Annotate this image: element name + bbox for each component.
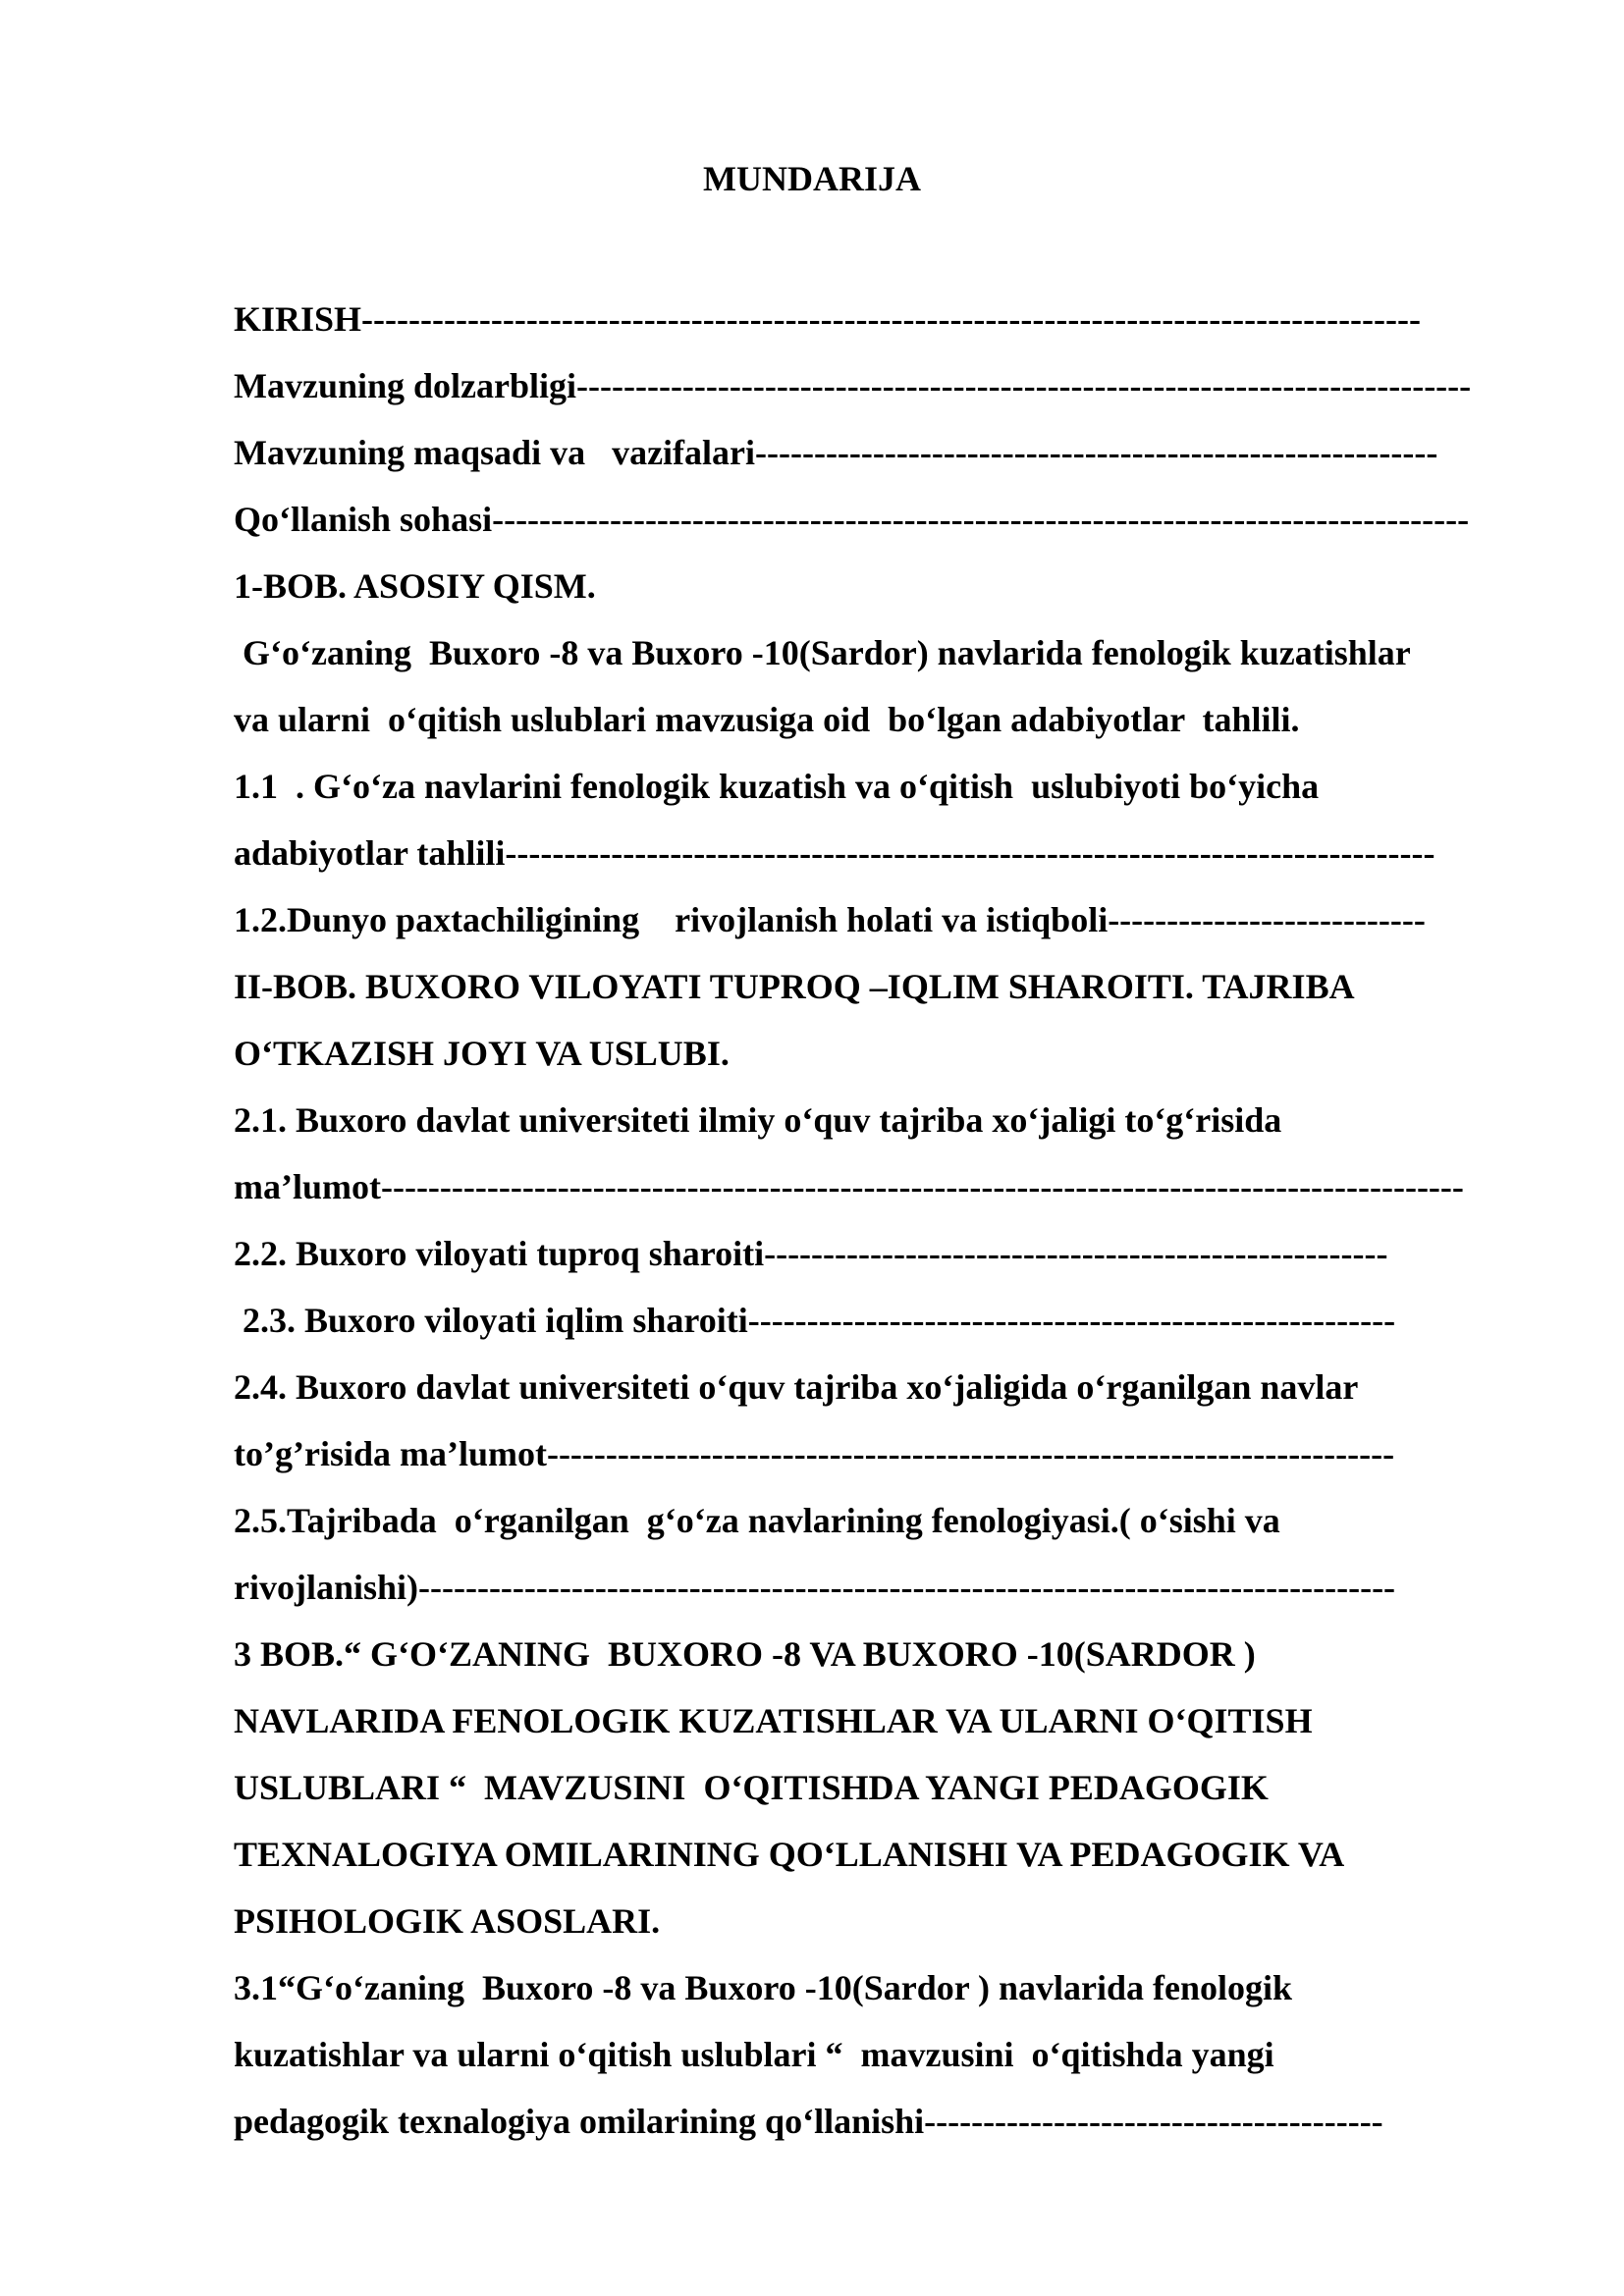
toc-line: 2.5.Tajribada o‘rganilgan g‘o‘za navlarining fenologiyasi.( o‘sishi va (234, 1501, 1280, 1540)
toc-line: 1-BOB. ASOSIY QISM. (234, 566, 596, 606)
toc-line: Qo‘llanish sohasi----------------------------------------------------------------------------------- (234, 500, 1470, 539)
toc-line: to’g’risida ma’lumot------------------------------------------------------------------------ (234, 1434, 1395, 1473)
toc-line: 3.1“G‘o‘zaning Buxoro -8 va Buxoro -10(Sardor ) navlarida fenologik (234, 1968, 1293, 2007)
toc-line: G‘o‘zaning Buxoro -8 va Buxoro -10(Sardor) navlarida fenologik kuzatishlar (234, 633, 1411, 672)
toc-line: KIRISH------------------------------------------------------------------------------------------ (234, 299, 1421, 339)
toc-line: 2.3. Buxoro viloyati iqlim sharoiti------------------------------------------------------- (234, 1301, 1396, 1340)
toc-line: va ularni o‘qitish uslublari mavzusiga oid bo‘lgan adabiyotlar tahlili. (234, 700, 1300, 739)
table-of-contents (234, 286, 1530, 2155)
toc-line: II-BOB. BUXORO VILOYATI TUPROQ –IQLIM SHAROITI. TAJRIBA (234, 967, 1355, 1006)
toc-line: NAVLARIDA FENOLOGIK KUZATISHLAR VA ULARNI O‘QITISH (234, 1701, 1313, 1740)
toc-line: pedagogik texnalogiya omilarining qo‘llanishi--------------------------------------- (234, 2102, 1383, 2141)
toc-line: 1.1 . G‘o‘za navlarini fenologik kuzatish va o‘qitish uslubiyoti bo‘yicha (234, 767, 1320, 806)
toc-line: 2.2. Buxoro viloyati tuproq sharoiti----------------------------------------------------- (234, 1234, 1388, 1273)
toc-line: O‘TKAZISH JOYI VA USLUBI. (234, 1034, 730, 1073)
toc-line: kuzatishlar va ularni o‘qitish uslublari “ mavzusini o‘qitishda yangi (234, 2035, 1274, 2074)
toc-line: PSIHOLOGIK ASOSLARI. (234, 1901, 661, 1941)
toc-line: Mavzuning dolzarbligi---------------------------------------------------------------------------- (234, 366, 1472, 405)
toc-line: ma’lumot-------------------------------------------------------------------------------------------- (234, 1167, 1464, 1206)
toc-line: TEXNALOGIYA OMILARINING QO‘LLANISHI VA PEDAGOGIK VA (234, 1835, 1345, 1874)
toc-line: adabiyotlar tahlili------------------------------------------------------------------------------- (234, 833, 1435, 873)
toc-line: 3 BOB.“ G‘O‘ZANING BUXORO -8 VA BUXORO -10(SARDOR ) (234, 1634, 1256, 1674)
toc-line: 2.1. Buxoro davlat universiteti ilmiy o‘quv tajriba xo‘jaligi to‘g‘risida (234, 1100, 1282, 1140)
page-title: MUNDARIJA (703, 159, 921, 198)
toc-line: Mavzuning maqsadi va vazifalari---------------------------------------------------------- (234, 433, 1438, 472)
toc-line: rivojlanishi)----------------------------------------------------------------------------------- (234, 1568, 1396, 1607)
toc-line: 2.4. Buxoro davlat universiteti o‘quv tajriba xo‘jaligida o‘rganilgan navlar (234, 1367, 1359, 1407)
toc-line: 1.2.Dunyo paxtachiligining rivojlanish holati va istiqboli--------------------------- (234, 900, 1426, 939)
toc-line: USLUBLARI “ MAVZUSINI O‘QITISHDA YANGI PEDAGOGIK (234, 1768, 1269, 1807)
